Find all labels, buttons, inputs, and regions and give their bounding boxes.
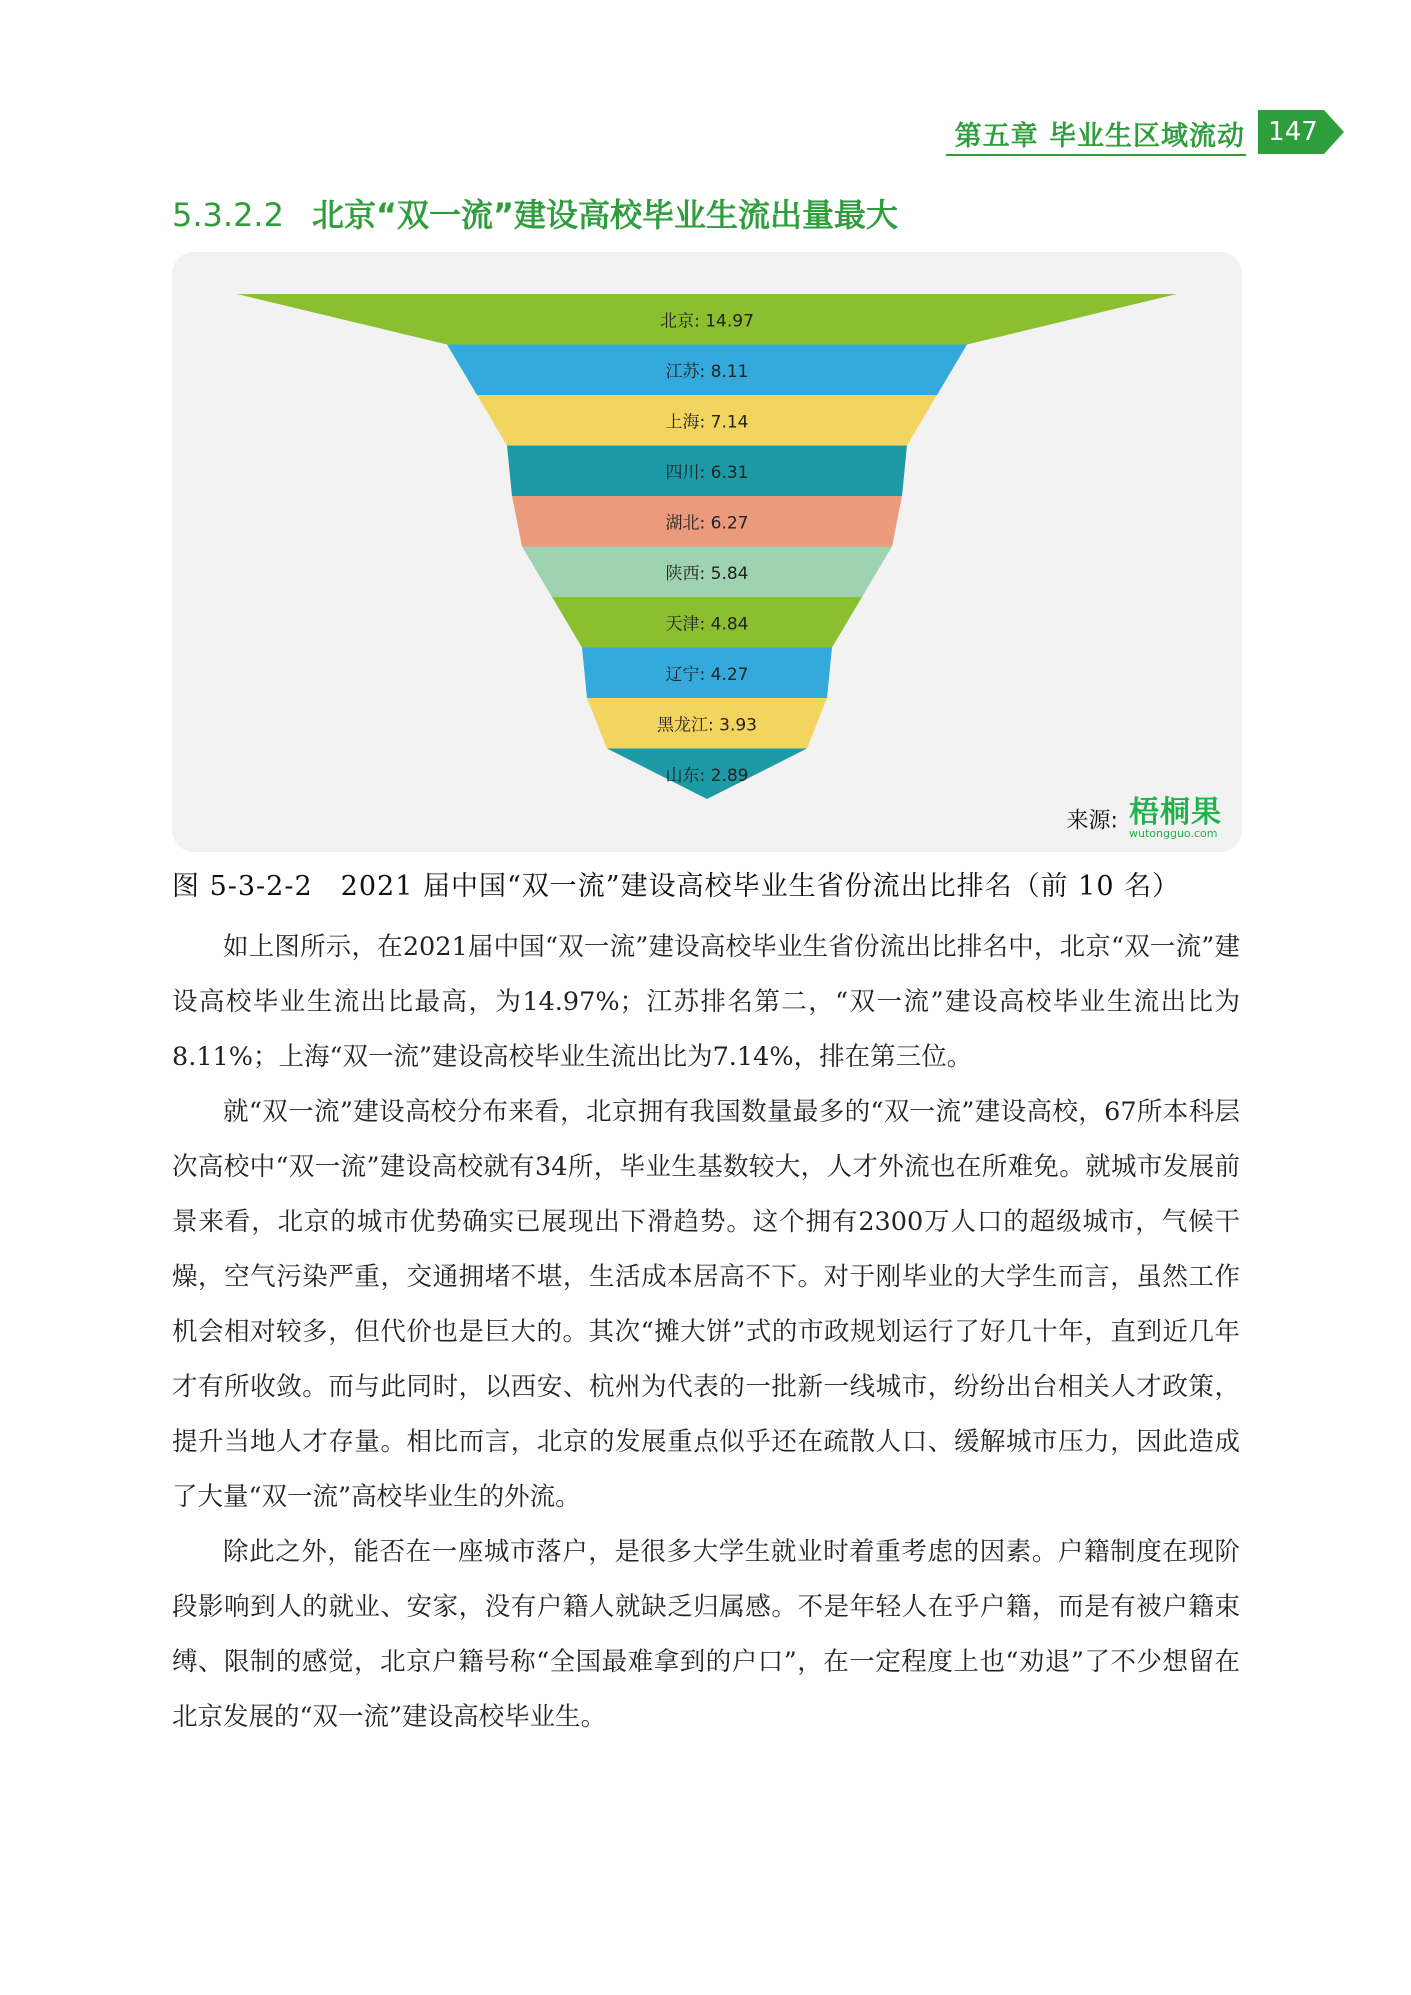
section-number: 5.3.2.2 (172, 196, 284, 234)
chapter-title: 第五章 毕业生区域流动 (954, 121, 1245, 152)
funnel-segment-label: 黑龙江: 3.93 (657, 715, 757, 736)
section-title-text: 北京“双一流”建设高校毕业生流出量最大 (311, 196, 899, 234)
page-number-tab (1258, 110, 1346, 154)
paragraph-1: 如上图所示，在2021届中国“双一流”建设高校毕业生省份流出比排名中，北京“双一流”建设高校毕业生流出比最高，为14.97%；江苏排名第二，“双一流”建设高校毕业生流出比为8.11%；上海“双一流”建设高校毕业生流出比为7.14%，排在第三位。 (172, 932, 1240, 1072)
source-label: 来源: (1066, 808, 1118, 834)
funnel-segment-label: 四川: 6.31 (665, 462, 749, 483)
funnel-segment-label: 江苏: 8.11 (665, 361, 749, 382)
funnel-segment-label: 辽宁: 4.27 (665, 664, 749, 685)
funnel-segment-label: 陕西: 5.84 (665, 563, 749, 584)
funnel-segment-label: 湖北: 6.27 (665, 513, 749, 534)
brand-url: wutongguo.com (1129, 827, 1218, 840)
funnel-chart (172, 252, 1242, 852)
page-number: 147 (1268, 117, 1318, 147)
section-heading (172, 190, 898, 236)
page-header (0, 110, 1411, 160)
chapter-underline (946, 154, 1246, 156)
chart-source (1066, 795, 1222, 840)
body-text (172, 920, 1240, 1745)
paragraph-2: 就“双一流”建设高校分布来看，北京拥有我国数量最多的“双一流”建设高校，67所本科层次高校中“双一流”建设高校就有34所，毕业生基数较大，人才外流也在所难免。就城市发展前景来看，北京的城市优势确实已展现出下滑趋势。这个拥有2300万人口的超级城市，气候干燥，空气污染严重，交通拥堵不堪，生活成本居高不下。对于刚毕业的大学生而言，虽然工作机会相对较多，但代价也是巨大的。其次“摊大饼”式的市政规划运行了好几十年，直到近几年才有所收敛。而与此同时，以西安、杭州为代表的一批新一线城市，纷纷出台相关人才政策，提升当地人才存量。相比而言，北京的发展重点似乎还在疏散人口、缓解城市压力，因此造成了大量“双一流”高校毕业生的外流。 (172, 1097, 1240, 1512)
source-brand-logo (1129, 795, 1222, 840)
paragraph-3: 除此之外，能否在一座城市落户，是很多大学生就业时着重考虑的因素。户籍制度在现阶段影响到人的就业、安家，没有户籍人就缺乏归属感。不是年轻人在乎户籍，而是有被户籍束缚、限制的感觉，北京户籍号称“全国最难拿到的户口”，在一定程度上也“劝退”了不少想留在北京发展的“双一流”建设高校毕业生。 (172, 1537, 1240, 1732)
funnel-chart-svg (172, 252, 1242, 852)
funnel-segment-label: 北京: 14.97 (660, 311, 754, 332)
funnel-segment-label: 上海: 7.14 (665, 412, 749, 433)
funnel-segment-label: 山东: 2.89 (665, 765, 749, 786)
funnel-segment-label: 天津: 4.84 (665, 614, 749, 635)
brand-name: 梧桐果 (1129, 795, 1222, 830)
figure-caption: 图 5-3-2-2 2021 届中国“双一流”建设高校毕业生省份流出比排名（前 10 名） (172, 871, 1181, 902)
